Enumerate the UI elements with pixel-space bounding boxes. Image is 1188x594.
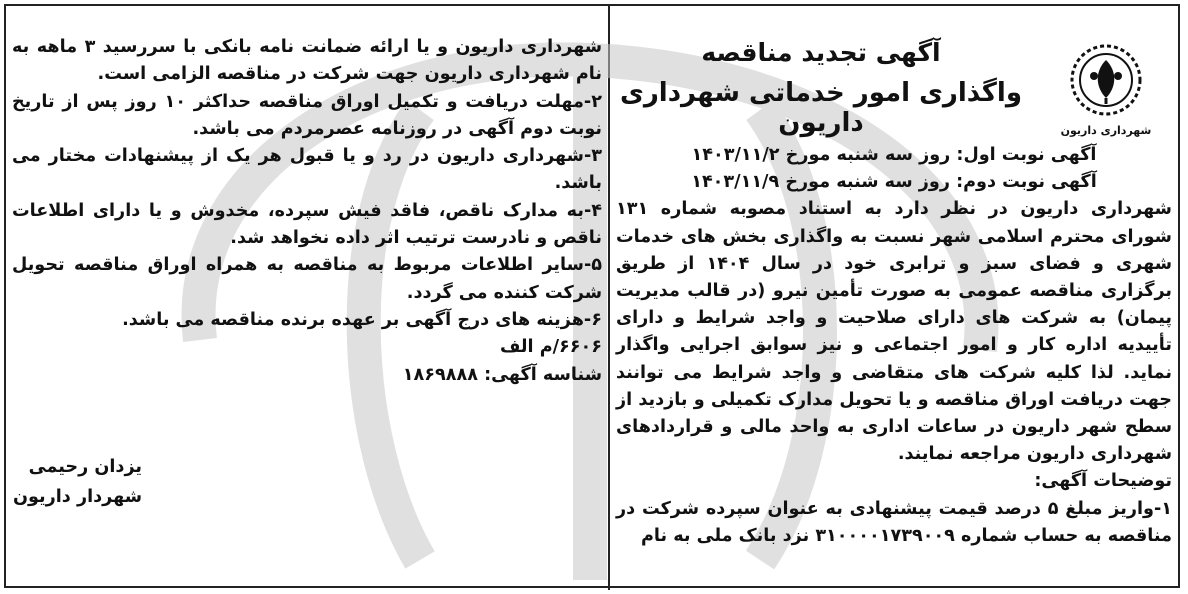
note-item-1: ۱-واریز مبلغ ۵ درصد قیمت پیشنهادی به عنوان سپرده شرکت در مناقصه به حساب شماره ۳۱۰۰۰۰۱۷۳۹۰۰۹ نزد بانک ملی به نام bbox=[616, 498, 1172, 546]
intro-paragraph: شهرداری داریون در نظر دارد به استناد مصوبه شماره ۱۳۱ شورای محترم اسلامی شهر نسبت به واگذاری بخش های خدمات شهری و فضای سبز و ترابری خود در سال ۱۴۰۴ از طریق برگزاری مناقصه عمومی به صورت تأمین نیرو (در قالب مدیریت پیمان) به شرکت های دارای صلاحیت و واجد شرایط و دارای تأییدیه اداره کار و امور اجتماعی و نیز سوابق اجرایی واگذار نماید. لذا کلیه شرکت های متقاضی و واجد شرایط می توانند جهت دریافت اوراق مناقصه و یا تحویل مدارک تکمیلی و بازدید از سطح شهر داریون در ساعات اداری به واحد مالی و قراردادهای شهرداری داریون مراجعه نمایند. bbox=[616, 199, 1173, 465]
ad-title: آگهی تجدید مناقصه bbox=[701, 38, 941, 67]
note-item-4: ۴-به مدارک ناقص، فاقد فیش سپرده، مخدوش و یا دارای اطلاعات ناقص و نادرست ترتیب اثر داده نخواهد شد. bbox=[12, 200, 602, 249]
second-notice-date: آگهی نوبت دوم: روز سه شنبه مورخ ۱۴۰۳/۱۱/۹ bbox=[691, 172, 1097, 193]
ad-id: شناسه آگهی: ۱۸۶۹۸۸۸ bbox=[402, 364, 602, 385]
note-item-5: ۵-سایر اطلاعات مربوط به مناقصه به همراه اوراق مناقصه تحویل شرکت کننده می گردد. bbox=[12, 255, 602, 303]
column-divider bbox=[608, 4, 610, 590]
notes-heading: توضیحات آگهی: bbox=[1034, 471, 1172, 492]
first-notice-date: آگهی نوبت اول: روز سه شنبه مورخ ۱۴۰۳/۱۱/۲ bbox=[691, 145, 1097, 165]
signer-title: شهردار داریون bbox=[12, 487, 142, 507]
right-column bbox=[616, 142, 1172, 550]
logo-caption: شهرداری داریون bbox=[1060, 124, 1152, 137]
note-item-6: ۶-هزینه های درج آگهی بر عهده برنده مناقصه می باشد. bbox=[122, 309, 602, 330]
ad-code: ۶۶۰۶/م الف bbox=[499, 337, 602, 358]
ad-subtitle: واگذاری امور خدماتی شهرداری داریون bbox=[620, 78, 1022, 138]
left-column bbox=[12, 34, 602, 389]
signer-name: یزدان رحیمی bbox=[28, 457, 142, 477]
note-item-1-continued: شهرداری داریون و یا ارائه ضمانت نامه بانکی با سررسید ۳ ماهه به نام شهرداری داریون جهت شرکت در مناقصه الزامی است. bbox=[12, 37, 602, 85]
note-item-2: ۲-مهلت دریافت و تکمیل اوراق مناقصه حداکثر ۱۰ روز پس از تاریخ نوبت دوم آگهی در روزنامه عصرمردم می باشد. bbox=[12, 91, 602, 139]
note-item-3: ۳-شهرداری داریون در رد و یا قبول هر یک از پیشنهادات مختار می باشد. bbox=[12, 146, 602, 194]
signature-block bbox=[12, 452, 142, 512]
